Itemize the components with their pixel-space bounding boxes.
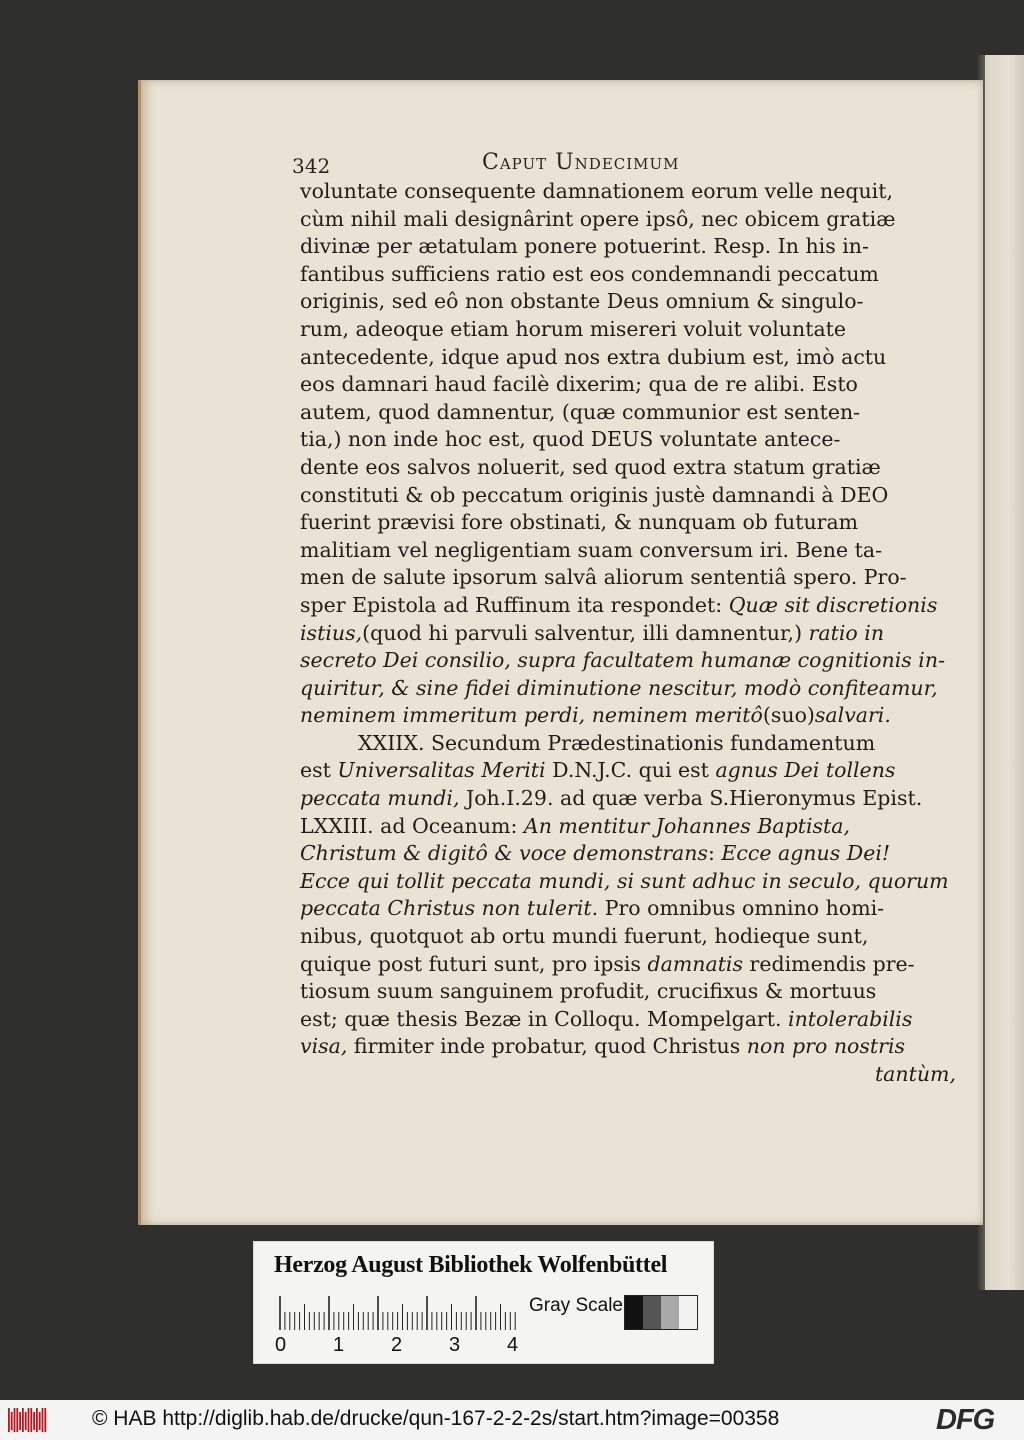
text-segment: divinæ per ætatulam ponere potuerint. Resp. In his in- [300, 234, 869, 259]
text-segment: rum, adeoque etiam horum misereri voluit voluntate [300, 316, 847, 341]
text-line [300, 702, 956, 730]
text-line [300, 1033, 956, 1061]
text-line [300, 316, 956, 344]
text-segment: tiosum suum sanguinem profudit, crucifixus & mortuus [300, 979, 877, 1004]
footer-bar [0, 1400, 1024, 1440]
text-line [300, 895, 956, 923]
logo-bar [28, 1408, 30, 1432]
text-segment: malitiam vel negligentiam suam conversum iri. Bene ta- [300, 537, 883, 562]
gray-swatch [679, 1296, 697, 1329]
italic-text: ratio in [808, 620, 885, 645]
text-segment: voluntate consequente damnationem eorum velle nequit, [300, 179, 893, 203]
text-segment: dente eos salvos noluerit, sed quod extra statum gratiæ [300, 454, 881, 479]
text-line [300, 288, 956, 316]
text-line [300, 1006, 956, 1034]
italic-text: damnatis [647, 951, 744, 976]
ruler-number: 3 [449, 1334, 461, 1356]
text-segment: constituti & ob peccatum originis justè damnandi à DEO [300, 482, 889, 507]
text-line [300, 564, 956, 592]
text-line [300, 675, 956, 703]
italic-text: peccata mundi, [300, 786, 460, 811]
text-line [300, 923, 956, 951]
text-segment: autem, quod damnentur, (quæ communior est senten- [300, 399, 861, 424]
logo-bar [19, 1412, 21, 1430]
text-segment: nibus, quotquot ab ortu mundi fuerunt, hodieque sunt, [300, 924, 869, 949]
text-segment: Joh.I.29. ad quæ verba S.Hieronymus Epist. [459, 786, 923, 811]
library-scale-card [253, 1241, 714, 1364]
text-line [300, 730, 956, 758]
italic-text: intolerabilis [788, 1006, 913, 1031]
running-head: Caput Undecimum [482, 150, 680, 175]
ruler-number: 2 [391, 1334, 403, 1356]
italic-text: Universalitas Meriti [337, 758, 546, 783]
italic-text: agnus Dei tollens [715, 758, 896, 783]
italic-text: salvari. [814, 703, 891, 728]
italic-text: Quæ sit discretionis [728, 592, 938, 617]
copyright-credit: © HAB http://diglib.hab.de/drucke/qun-167-2-2-2s/start.htm?image=00358 [92, 1407, 780, 1430]
italic-text: secreto Dei consilio, supra facultatem humanæ cognitionis in- [300, 648, 945, 673]
logo-bar [42, 1408, 44, 1432]
text-line [300, 785, 956, 813]
text-segment: antecedente, idque apud nos extra dubium est, imò actu [300, 344, 887, 369]
text-segment: : [707, 841, 722, 866]
text-segment: LXXIII. ad Oceanum: [300, 813, 524, 838]
text-line [300, 868, 956, 896]
italic-text: tantùm, [874, 1062, 956, 1086]
text-segment: D.N.J.C. qui est [545, 758, 716, 783]
centimeter-ruler [278, 1294, 518, 1330]
library-name: Herzog August Bibliothek Wolfenbüttel [274, 1252, 668, 1278]
text-segment: originis, sed eô non obstante Deus omnium & singulo- [300, 289, 864, 314]
text-line [300, 978, 956, 1006]
gray-swatch [661, 1296, 679, 1329]
text-line [300, 178, 956, 206]
text-segment: (quod hi parvuli salventur, illi damnentur,) [362, 620, 809, 645]
italic-text: Ecce agnus Dei! [721, 841, 891, 866]
text-segment: Pro omnibus omnino homi- [598, 896, 885, 921]
text-segment: redimendis pre- [743, 951, 915, 976]
text-line [300, 592, 956, 620]
italic-text: Ecce qui tollit peccata mundi, si sunt adhuc in seculo, quorum [300, 868, 949, 893]
text-segment: fuerint prævisi fore obstinati, & nunquam ob futuram [300, 510, 859, 535]
text-segment: firmiter inde probatur, quod Christus [347, 1034, 747, 1059]
logo-bar [14, 1408, 16, 1432]
facing-page-edge [985, 55, 1024, 1290]
text-segment: men de salute ipsorum salvâ aliorum sententiâ spero. Pro- [300, 565, 907, 590]
ruler-number: 4 [507, 1334, 519, 1356]
text-segment: sper Epistola ad Ruffinum ita respondet: [300, 592, 729, 617]
italic-text: non pro nostris [746, 1034, 906, 1059]
logo-bar [44, 1408, 46, 1432]
italic-text: visa, [300, 1034, 348, 1059]
logo-bar [22, 1408, 24, 1432]
text-line [300, 233, 956, 261]
ruler-number: 1 [333, 1334, 345, 1356]
italic-text: neminem immeritum perdi, neminem meritô [300, 703, 763, 728]
text-segment: est [300, 758, 338, 783]
text-segment: fantibus sufficiens ratio est eos condemnandi peccatum [300, 261, 879, 286]
text-line [300, 454, 956, 482]
text-line [300, 620, 956, 648]
italic-text: Christum & digitô & voce demonstrans [300, 841, 708, 866]
text-segment: cùm nihil mali designârint opere ipsô, nec obicem gratiæ [300, 206, 896, 231]
text-line [300, 399, 956, 427]
text-line [300, 482, 956, 510]
text-segment: est; quæ thesis Bezæ in Colloqu. Mompelgart. [300, 1006, 789, 1031]
text-segment: tia,) non inde hoc est, quod DEUS voluntate antece- [300, 427, 841, 452]
hab-logo-icon [7, 1406, 47, 1434]
logo-bar [11, 1412, 13, 1430]
logo-bar [8, 1408, 10, 1432]
text-line [300, 813, 956, 841]
logo-bar [33, 1412, 35, 1430]
text-segment: quique post futuri sunt, pro ipsis [300, 951, 648, 976]
page-header [292, 146, 932, 180]
page-number: 342 [292, 154, 331, 178]
logo-bar [25, 1412, 27, 1430]
text-line [300, 951, 956, 979]
logo-bar [16, 1408, 18, 1432]
ruler-numbers [272, 1334, 532, 1358]
italic-text: istius, [300, 620, 363, 645]
text-line [300, 537, 956, 565]
dfg-logo: DFG [936, 1404, 995, 1436]
logo-bar [39, 1412, 41, 1430]
gray-scale-label: Gray Scale [529, 1295, 623, 1316]
text-line [300, 206, 956, 234]
text-line [300, 1061, 956, 1089]
italic-text: quiritur, & sine fidei diminutione nescitur, modò confiteamur, [300, 675, 938, 700]
text-line [300, 344, 956, 372]
text-line [300, 371, 956, 399]
text-line [300, 757, 956, 785]
gray-swatch [625, 1296, 643, 1329]
text-line [300, 426, 956, 454]
text-segment: (suo) [762, 703, 815, 728]
text-line [300, 261, 956, 289]
logo-bar [36, 1408, 38, 1432]
text-segment: XXIIX. Secundum Prædestinationis fundamentum [358, 730, 876, 755]
gray-swatch [643, 1296, 661, 1329]
italic-text: An mentitur Johannes Baptista, [523, 813, 851, 838]
page-text-block [300, 178, 956, 1089]
italic-text: peccata Christus non tulerit. [300, 896, 599, 921]
text-segment: eos damnari haud facilè dixerim; qua de re alibi. Esto [300, 372, 858, 397]
gray-scale-swatches [624, 1295, 698, 1330]
ruler-number: 0 [275, 1334, 287, 1356]
logo-bar [30, 1408, 32, 1432]
text-line [300, 647, 956, 675]
text-line [300, 509, 956, 537]
text-line [300, 840, 956, 868]
